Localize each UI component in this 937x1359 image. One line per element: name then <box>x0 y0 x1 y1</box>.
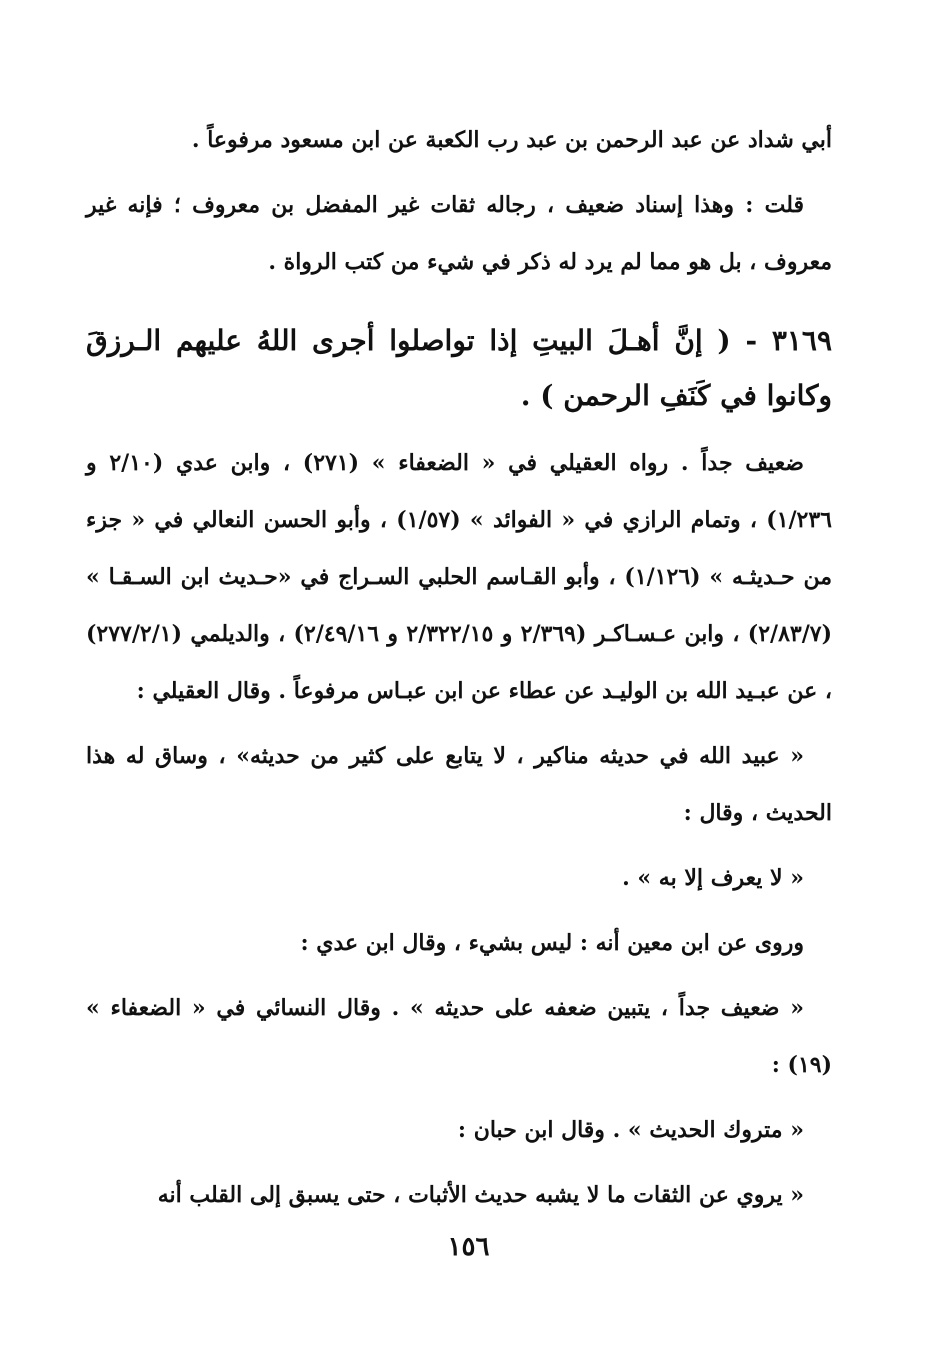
paragraph-ibn-maeen: وروى عن ابن معين أنه : ليس بشيء ، وقال ابن عدي : <box>300 930 804 956</box>
page-number: ١٥٦ <box>447 1232 490 1262</box>
hadith-heading <box>86 313 832 423</box>
paragraph-uqayli-quote: « عبيد الله في حديثه مناكير ، لا يتابع على كثير من حديثه» ، وساق له هذا الحديث ، وقال : <box>86 743 832 826</box>
hadith-number: ٣١٦٩ - <box>730 324 832 357</box>
paragraph-quote-known: « لا يعرف إلا به » . <box>622 865 804 891</box>
page-body <box>86 112 832 1252</box>
paragraph-takhrij <box>86 435 832 720</box>
paragraph-author-comment: قلت : وهذا إسناد ضعيف ، رجاله ثقات غير المفضل بن معروف ؛ فإنه غير معروف ، بل هو مما لم يرد له ذكر في شيء من كتب الرواة . <box>86 192 832 275</box>
paragraph-ibn-hibban-quote: « يروي عن الثقات ما لا يشبه حديث الأثبات ، حتى يسبق إلى القلب أنه <box>157 1182 804 1208</box>
hadith-text: ( إنَّ أهـلَ البيتِ إذا تواصلوا أجرى اللهُ عليهم الـرزقَ وكانوا في كَنَفِ الرحمن ) . <box>86 324 832 412</box>
paragraph-isnad-end: أبي شداد عن عبد الرحمن بن عبد رب الكعبة عن ابن مسعود مرفوعاً . <box>191 127 832 153</box>
hadith-grade: ضعيف جداً . <box>668 450 804 476</box>
paragraph-nasai-quote: « متروك الحديث » . وقال ابن حبان : <box>457 1117 804 1143</box>
paragraph-ibn-adi-quote: « ضعيف جداً ، يتبين ضعفه على حديثه » . وقال النسائي في « الضعفاء » (١٩) : <box>86 995 832 1078</box>
takhrij-text: رواه العقيلي في « الضعفاء » (٢٧١) ، وابن عدي (٢/١٠ و ١/٢٣٦) ، وتمام الرازي في « الفوائد » (١/٥٧) ، وأبو الحسن النعالي في « جزء من حـديثـه » (١/١٢٦) ، وأبو القـاسم الحلبي السـراج في «حـديث ابن السـقـا » (٢/٨٣/٧) ، وابن عـسـاكـر (٢/٣٦٩ و ٢/٣٢٢/١٥ و ٢/٤٩/١٦) ، والديلمي (٢٧٧/٢/١) ، عن عبـيد الله بن الوليـد عن عطاء عن ابن عبـاس مرفوعاً . وقال العقيلي : <box>86 450 832 704</box>
